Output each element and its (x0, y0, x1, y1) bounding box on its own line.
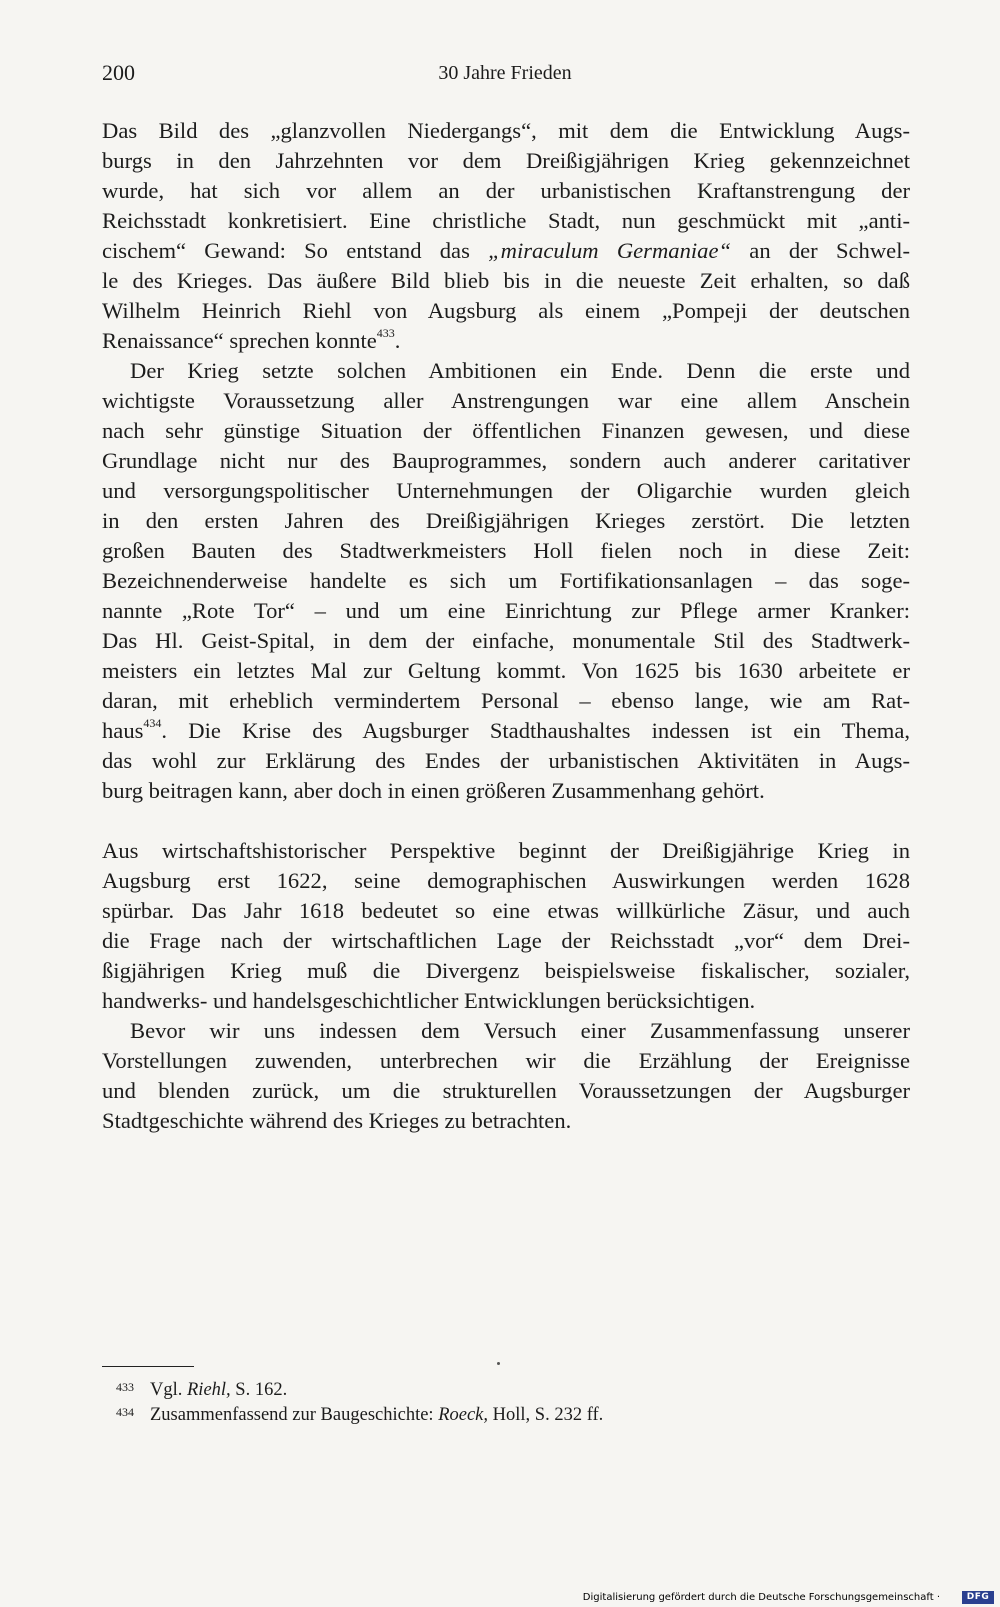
text-line: wichtigste Voraussetzung aller Anstrengungen war eine allem Anschein (102, 388, 910, 413)
footnote-author: Riehl, (187, 1380, 231, 1400)
text-line: le des Krieges. Das äußere Bild blieb bis in die neueste Zeit erhalten, so daß (102, 268, 910, 293)
text-line: Vorstellungen zuwenden, unterbrechen wir die Erzählung der Ereignisse (102, 1048, 910, 1073)
text-line: Das Hl. Geist-Spital, in dem der einfache, monumentale Stil des Stadtwerk- (102, 628, 910, 653)
text-line: Wilhelm Heinrich Riehl von Augsburg als einem „Pompeji der deutschen (102, 298, 910, 323)
text-line: in den ersten Jahren des Dreißigjährigen Krieges zerstört. Die letzten (102, 508, 910, 533)
text-line: burg beitragen kann, aber doch in einen größeren Zusammenhang gehört. (102, 778, 765, 803)
text-line: ßigjährigen Krieg muß die Divergenz beispielsweise fiskalischer, sozialer, (102, 958, 910, 983)
footnote-reference[interactable]: 433 (376, 326, 395, 341)
text-line: und versorgungspolitischer Unternehmungen der Oligarchie wurden gleich (102, 478, 910, 503)
digitization-credit: Digitalisierung gefördert durch die Deutsche Forschungsgemeinschaft · (582, 1592, 940, 1603)
paragraph (102, 1016, 910, 1136)
text-line: Grundlage nicht nur des Bauprogrammes, sondern auch anderer caritativer (102, 448, 910, 473)
text-line: Bevor wir uns indessen dem Versuch einer Zusammenfassung unserer (130, 1018, 910, 1043)
text-line: handwerks- und handelsgeschichtlicher Entwicklungen berücksichtigen. (102, 988, 756, 1013)
text-line: cischem“ Gewand: So entstand das „miraculum Germaniae“ an der Schwel- (102, 238, 910, 263)
text-line: Renaissance“ sprechen konnte$^{433}$. (102, 326, 401, 353)
text-line: Augsburg erst 1622, seine demographischen Auswirkungen werden 1628 (102, 868, 910, 893)
italic-phrase: „miraculum Germaniae“ (488, 238, 732, 263)
footnote: 434 Zusammenfassend zur Baugeschichte: Roeck, Holl, S. 232 ff. (150, 1403, 603, 1428)
page-header (102, 60, 908, 92)
footnote-reference[interactable]: 434 (143, 716, 162, 731)
text-line: daran, mit erheblich vermindertem Personal – ebenso lange, wie am Rat- (102, 688, 910, 713)
text-line: Stadtgeschichte während des Krieges zu betrachten. (102, 1108, 572, 1133)
paragraph (102, 116, 910, 356)
footnote-author: Roeck, (438, 1405, 489, 1425)
footnote: 433 Vgl. Riehl, S. 162. (150, 1378, 603, 1403)
text-line: wurde, hat sich vor allem an der urbanistischen Kraftanstrengung der (102, 178, 910, 203)
running-title: 30 Jahre Frieden (438, 62, 572, 84)
text-line: das wohl zur Erklärung des Endes der urbanistischen Aktivitäten in Augs- (102, 748, 910, 773)
body-text (102, 116, 910, 1136)
footnote-number: 433 (116, 1380, 134, 1394)
paragraph (102, 356, 910, 806)
text-line: großen Bauten des Stadtwerkmeisters Holl fielen noch in diese Zeit: (102, 538, 910, 563)
text-line: nannte „Rote Tor“ – und um eine Einrichtung zur Pflege armer Kranker: (102, 598, 910, 623)
text-line: Das Bild des „glanzvollen Niedergangs“, mit dem die Entwicklung Augs- (102, 118, 910, 143)
footnote-number: 434 (116, 1405, 134, 1419)
dfg-logo: DFG (962, 1591, 994, 1604)
text-line: die Frage nach der wirtschaftlichen Lage der Reichsstadt „vor“ dem Drei- (102, 928, 910, 953)
text-line: Reichsstadt konkretisiert. Eine christliche Stadt, nun geschmückt mit „anti- (102, 208, 910, 233)
text-line: und blenden zurück, um die strukturellen Voraussetzungen der Augsburger (102, 1078, 910, 1103)
page-number: 200 (102, 60, 135, 85)
text-line: burgs in den Jahrzehnten vor dem Dreißigjährigen Krieg gekennzeichnet (102, 148, 910, 173)
text-line: Bezeichnenderweise handelte es sich um Fortifikationsanlagen – das soge- (102, 568, 910, 593)
text-line: meisters ein letztes Mal zur Geltung kommt. Von 1625 bis 1630 arbeitete er (102, 658, 910, 683)
text-line: Aus wirtschaftshistorischer Perspektive beginnt der Dreißigjährige Krieg in (102, 838, 910, 863)
text-line: nach sehr günstige Situation der öffentlichen Finanzen gewesen, und diese (102, 418, 910, 443)
text-line: haus$^{434}$. Die Krise des Augsburger Stadthaushaltes indessen ist ein Thema, (102, 716, 910, 743)
footnotes (116, 1378, 604, 1428)
print-speck (497, 1362, 500, 1365)
text-line: Der Krieg setzte solchen Ambitionen ein Ende. Denn die erste und (130, 358, 910, 383)
text-line: spürbar. Das Jahr 1618 bedeutet so eine etwas willkürliche Zäsur, und auch (102, 898, 910, 923)
footnote-divider (102, 1366, 194, 1367)
paragraph (102, 836, 910, 1016)
